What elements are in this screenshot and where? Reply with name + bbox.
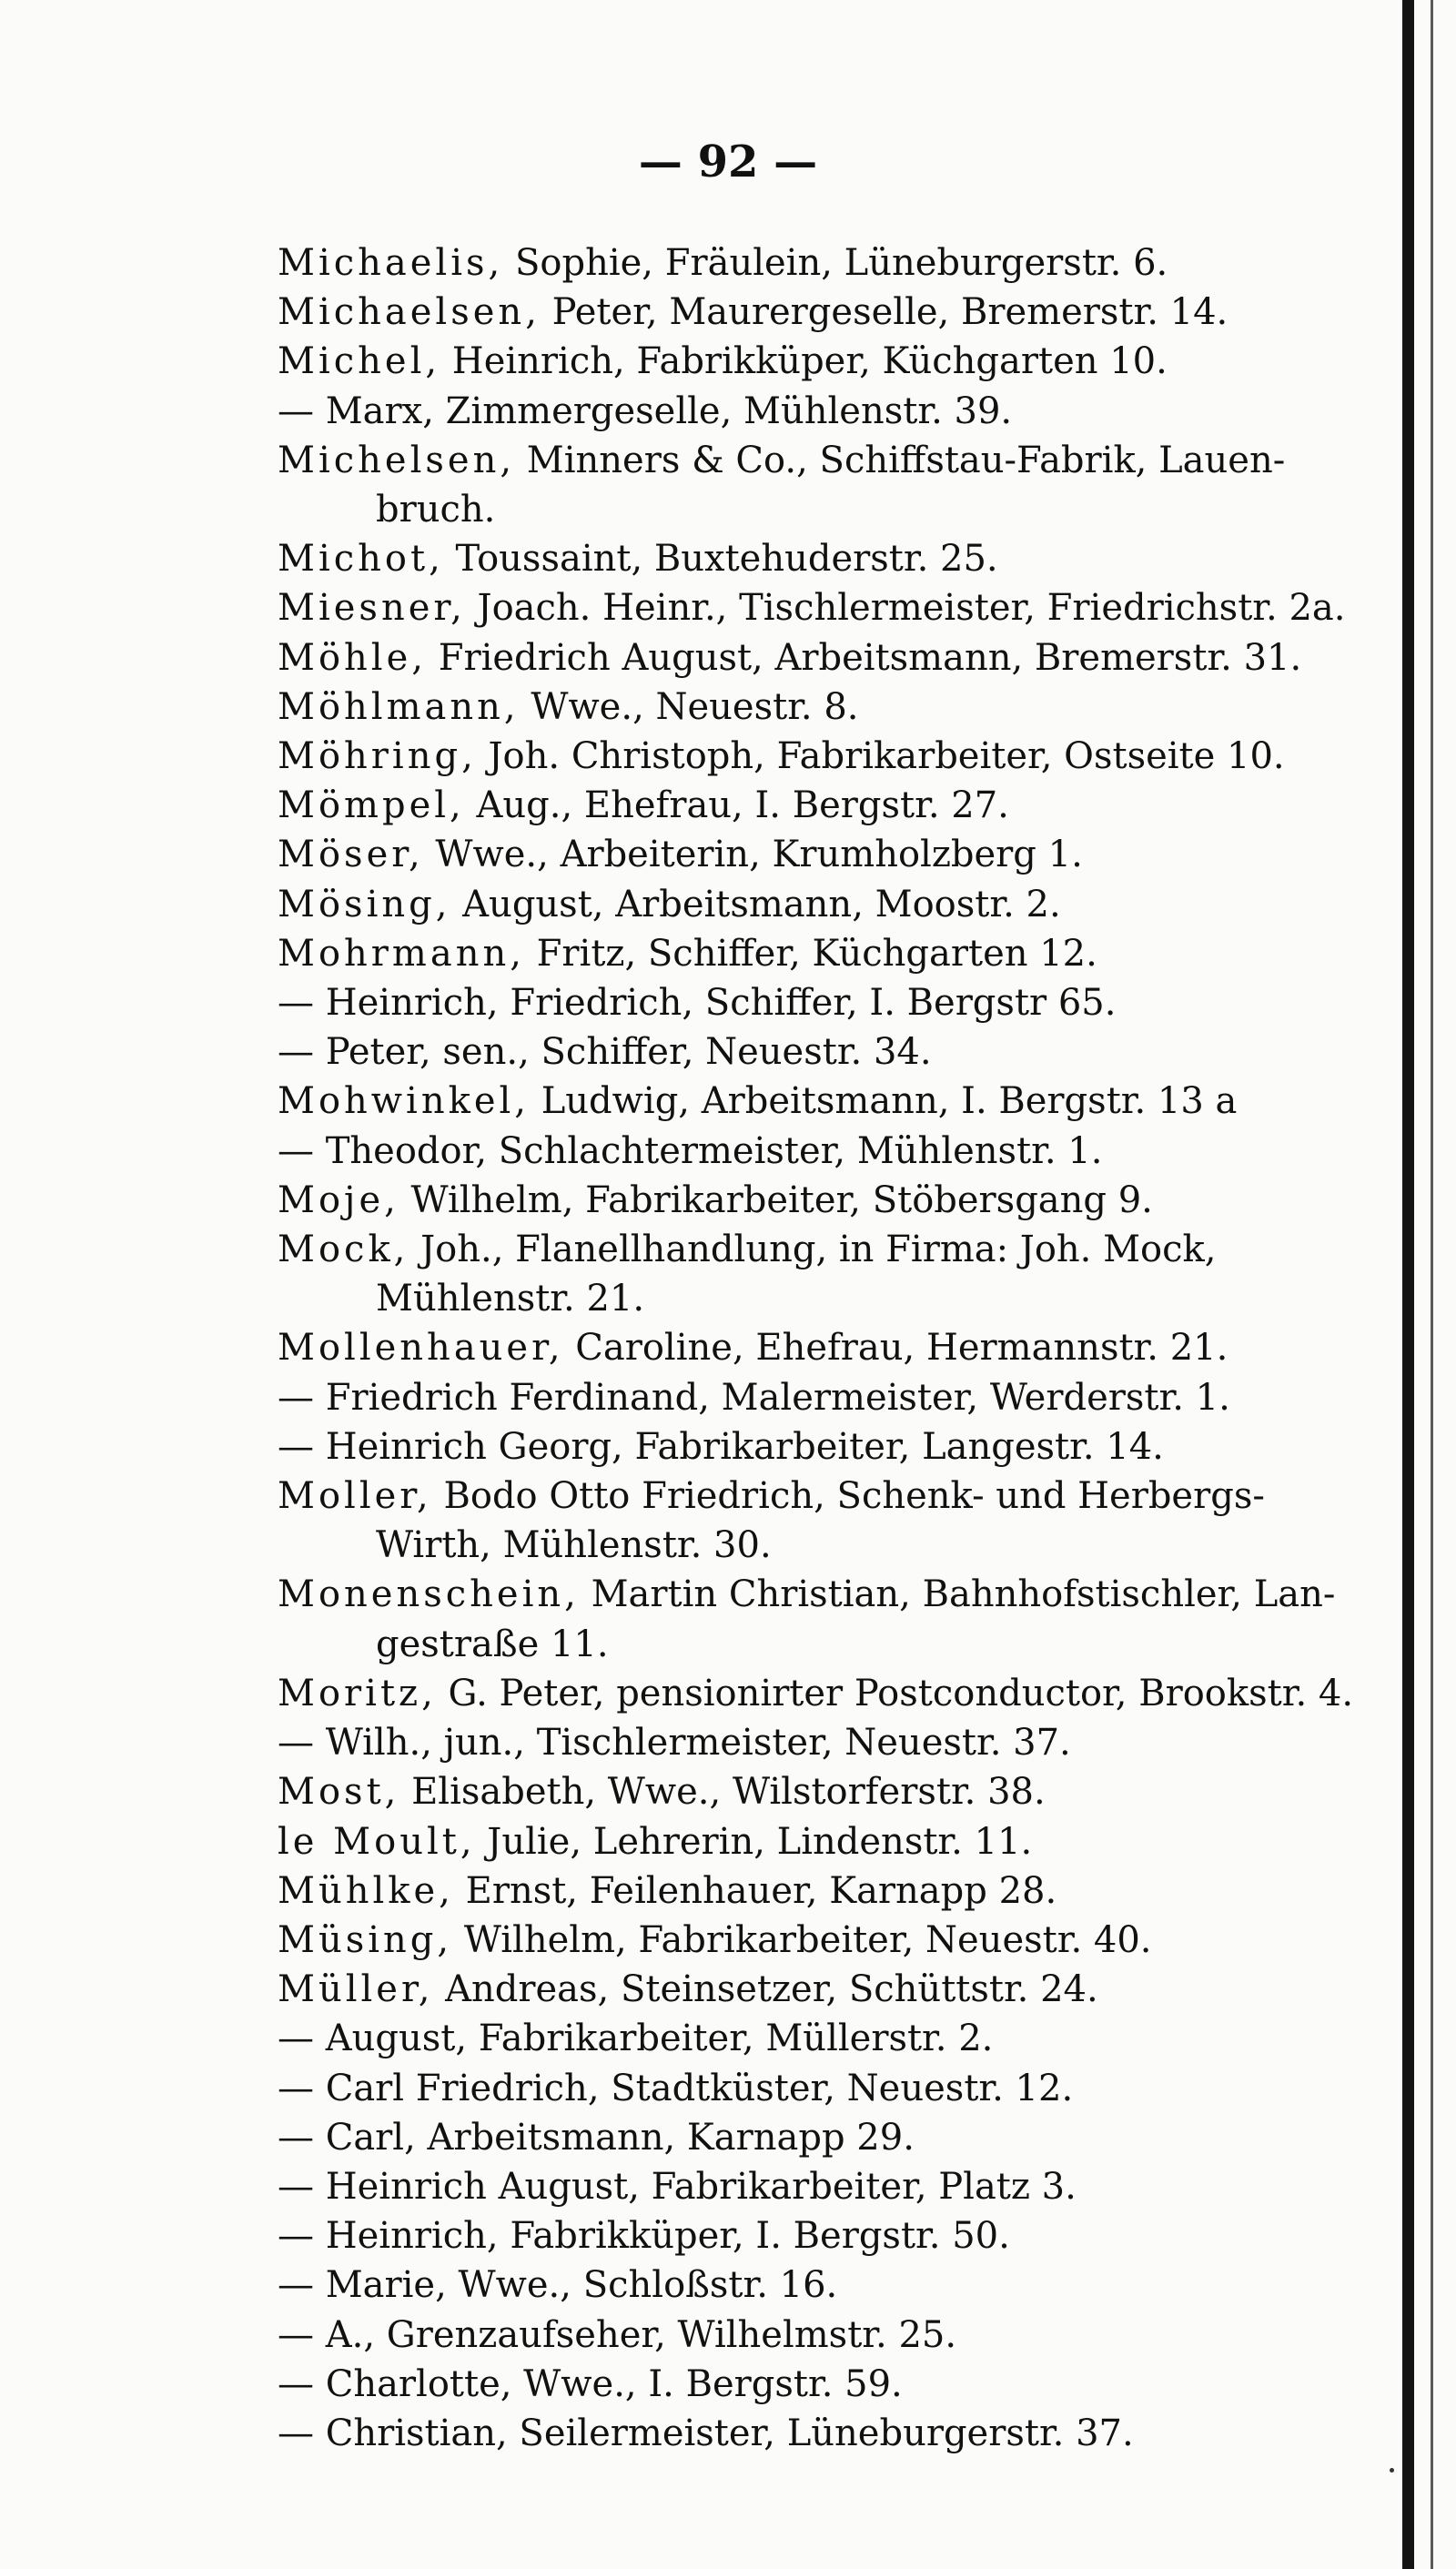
entry-details: Christian, Seilermeister, Lüneburgerstr. 37.	[314, 2412, 1134, 2454]
entry-details: Heinrich August, Fabrikarbeiter, Platz 3.	[314, 2165, 1077, 2208]
entry-details: Sophie, Fräulein, Lüneburgerstr. 6.	[503, 242, 1168, 284]
entry-details: Joh. Christoph, Fabrikarbeiter, Ostseite 10.	[476, 735, 1285, 778]
directory-entry	[278, 485, 1406, 534]
directory-entry	[278, 583, 1406, 632]
entry-surname: Mollenhauer,	[278, 1327, 564, 1370]
entry-details: A., Grenzaufseher, Wilhelmstr. 25.	[314, 2313, 957, 2356]
entry-details: Heinrich Georg, Fabrikarbeiter, Langestr. 14.	[314, 1425, 1164, 1468]
directory-entry	[278, 1669, 1406, 1718]
entry-details: Marx, Zimmergeselle, Mühlenstr. 39.	[314, 389, 1013, 432]
entry-details: bruch.	[376, 489, 496, 531]
entry-details: Charlotte, Wwe., I. Bergstr. 59.	[314, 2362, 903, 2405]
entry-surname: le Moult,	[278, 1820, 476, 1863]
entry-surname: Mock,	[278, 1229, 410, 1271]
ditto-dash: —	[278, 2116, 314, 2159]
entry-details: August, Arbeitsmann, Moostr. 2.	[450, 883, 1061, 925]
directory-entry	[278, 1225, 1406, 1274]
directory-entry	[278, 2311, 1406, 2360]
directory-entry	[278, 929, 1406, 978]
entry-details: Ernst, Feilenhauer, Karnapp 28.	[453, 1869, 1057, 1912]
directory-entry	[278, 1620, 1406, 1669]
entry-surname: Mohrmann,	[278, 932, 525, 975]
directory-entry	[278, 880, 1406, 929]
ditto-dash: —	[278, 1722, 314, 1765]
directory-entry	[278, 1274, 1406, 1323]
directory-entry	[278, 1965, 1406, 2014]
directory-entry	[278, 534, 1406, 583]
entry-details: Mühlenstr. 21.	[376, 1278, 645, 1320]
directory-entry	[278, 2261, 1406, 2310]
entry-details: Caroline, Ehefrau, Hermannstr. 21.	[563, 1327, 1228, 1370]
directory-entry	[278, 1570, 1406, 1619]
ditto-dash: —	[278, 2215, 314, 2258]
directory-entry	[278, 1176, 1406, 1225]
ditto-dash: —	[278, 2165, 314, 2208]
ditto-dash: —	[278, 1425, 314, 1468]
directory-entry	[278, 238, 1406, 288]
directory-entry	[278, 1767, 1406, 1816]
directory-entry	[278, 1866, 1406, 1916]
entry-surname: Michaelsen,	[278, 291, 541, 334]
entry-details: Wwe., Arbeiterin, Krumholzberg 1.	[423, 834, 1083, 876]
entry-details: Wirth, Mühlenstr. 30.	[376, 1524, 772, 1567]
entry-surname: Michel,	[278, 340, 441, 383]
entry-details: Joh., Flanellhandlung, in Firma: Joh. Mock,	[409, 1229, 1217, 1271]
entry-details: Fritz, Schiffer, Küchgarten 12.	[524, 932, 1097, 975]
directory-entry	[278, 781, 1406, 830]
entry-surname: Most,	[278, 1771, 400, 1814]
entry-surname: Möhlmann,	[278, 685, 520, 728]
entry-surname: Michaelis,	[278, 242, 504, 284]
entry-details: Peter, Maurergeselle, Bremerstr. 14.	[540, 291, 1228, 334]
directory-entry	[278, 1472, 1406, 1521]
page-number: — 92 —	[638, 137, 818, 187]
directory-entry	[278, 2014, 1406, 2063]
ditto-dash: —	[278, 2264, 314, 2307]
entry-details: Heinrich, Friedrich, Schiffer, I. Bergstr 65.	[314, 982, 1117, 1025]
directory-entry	[278, 1077, 1406, 1126]
entry-details: Wwe., Neuestr. 8.	[519, 685, 859, 728]
entry-details: Wilhelm, Fabrikarbeiter, Stöbersgang 9.	[399, 1178, 1153, 1221]
directory-entry	[278, 1916, 1406, 1965]
entry-surname: Moller,	[278, 1475, 432, 1518]
entry-surname: Monenschein,	[278, 1573, 580, 1616]
directory-entry	[278, 1373, 1406, 1422]
entry-details: Peter, sen., Schiffer, Neuestr. 34.	[314, 1031, 932, 1074]
entry-details: Theodor, Schlachtermeister, Mühlenstr. 1.	[314, 1129, 1103, 1172]
entry-surname: Mohwinkel,	[278, 1080, 531, 1123]
entry-details: Joach. Heinr., Tischlermeister, Friedrichstr. 2a.	[465, 587, 1346, 630]
entry-details: Julie, Lehrerin, Lindenstr. 11.	[475, 1820, 1033, 1863]
entry-details: Wilhelm, Fabrikarbeiter, Neuestr. 40.	[452, 1918, 1152, 1961]
entry-details: Toussaint, Buxtehuderstr. 25.	[443, 538, 998, 581]
directory-entry	[278, 1323, 1406, 1372]
entry-details: Ludwig, Arbeitsmann, I. Bergstr. 13 a	[530, 1080, 1238, 1123]
directory-entries	[278, 238, 1406, 2458]
directory-entry	[278, 2409, 1406, 2458]
directory-entry	[278, 436, 1406, 485]
entry-surname: Mösing,	[278, 883, 451, 925]
entry-surname: Möser,	[278, 834, 424, 876]
directory-entry	[278, 2360, 1406, 2409]
entry-details: Elisabeth, Wwe., Wilstorferstr. 38.	[399, 1771, 1046, 1814]
entry-surname: Mömpel,	[278, 784, 465, 827]
directory-entry	[278, 2211, 1406, 2261]
entry-details: Wilh., jun., Tischlermeister, Neuestr. 37.	[314, 1722, 1071, 1765]
ditto-dash: —	[278, 2412, 314, 2454]
ditto-dash: —	[278, 1031, 314, 1074]
entry-surname: Miesner,	[278, 587, 466, 630]
entry-details: Andreas, Steinsetzer, Schüttstr. 24.	[433, 1968, 1098, 2011]
entry-details: Heinrich, Fabrikküper, Küchgarten 10.	[440, 340, 1168, 383]
print-speck	[1390, 2468, 1394, 2473]
directory-entry	[278, 1718, 1406, 1767]
directory-entry	[278, 978, 1406, 1027]
directory-entry	[278, 1027, 1406, 1077]
directory-entry	[278, 683, 1406, 732]
directory-entry	[278, 1422, 1406, 1472]
ditto-dash: —	[278, 2067, 314, 2109]
directory-entry	[278, 1521, 1406, 1570]
entry-surname: Möhle,	[278, 636, 427, 679]
page-edge-thin-rule	[1431, 0, 1433, 2569]
entry-surname: Müller,	[278, 1968, 434, 2011]
ditto-dash: —	[278, 389, 314, 432]
ditto-dash: —	[278, 2362, 314, 2405]
entry-details: Martin Christian, Bahnhofstischler, Lan-	[579, 1573, 1336, 1616]
entry-details: Carl Friedrich, Stadtküster, Neuestr. 12.	[314, 2067, 1074, 2109]
directory-entry	[278, 830, 1406, 879]
entry-details: Heinrich, Fabrikküper, I. Bergstr. 50.	[314, 2215, 1010, 2258]
entry-surname: Moritz,	[278, 1672, 437, 1714]
directory-entry	[278, 1127, 1406, 1176]
directory-entry	[278, 387, 1406, 436]
ditto-dash: —	[278, 1129, 314, 1172]
entry-surname: Michot,	[278, 538, 444, 581]
ditto-dash: —	[278, 1376, 314, 1419]
entry-details: Bodo Otto Friedrich, Schenk- und Herbergs-	[431, 1475, 1265, 1518]
entry-surname: Mühlke,	[278, 1869, 454, 1912]
directory-entry	[278, 337, 1406, 386]
entry-details: Marie, Wwe., Schloßstr. 16.	[314, 2264, 838, 2307]
entry-details: August, Fabrikarbeiter, Müllerstr. 2.	[314, 2018, 994, 2060]
entry-details: Minners & Co., Schiffstau-Fabrik, Lauen-	[515, 439, 1286, 481]
directory-entry	[278, 732, 1406, 781]
ditto-dash: —	[278, 982, 314, 1025]
entry-surname: Moje,	[278, 1178, 399, 1221]
entry-surname: Müsing,	[278, 1918, 453, 1961]
entry-details: Carl, Arbeitsmann, Karnapp 29.	[314, 2116, 915, 2159]
ditto-dash: —	[278, 2018, 314, 2060]
directory-entry	[278, 633, 1406, 683]
entry-surname: Michelsen,	[278, 439, 516, 481]
ditto-dash: —	[278, 2313, 314, 2356]
directory-entry	[278, 2064, 1406, 2113]
entry-details: gestraße 11.	[376, 1623, 609, 1665]
entry-details: Friedrich August, Arbeitsmann, Bremerstr. 31.	[426, 636, 1302, 679]
directory-entry	[278, 2162, 1406, 2211]
entry-details: Aug., Ehefrau, I. Bergstr. 27.	[464, 784, 1009, 827]
directory-entry	[278, 2113, 1406, 2162]
entry-surname: Möhring,	[278, 735, 477, 778]
entry-details: G. Peter, pensionirter Postconductor, Brookstr. 4.	[436, 1672, 1354, 1714]
directory-entry	[278, 288, 1406, 337]
entry-details: Friedrich Ferdinand, Malermeister, Werderstr. 1.	[314, 1376, 1230, 1419]
directory-entry	[278, 1817, 1406, 1866]
